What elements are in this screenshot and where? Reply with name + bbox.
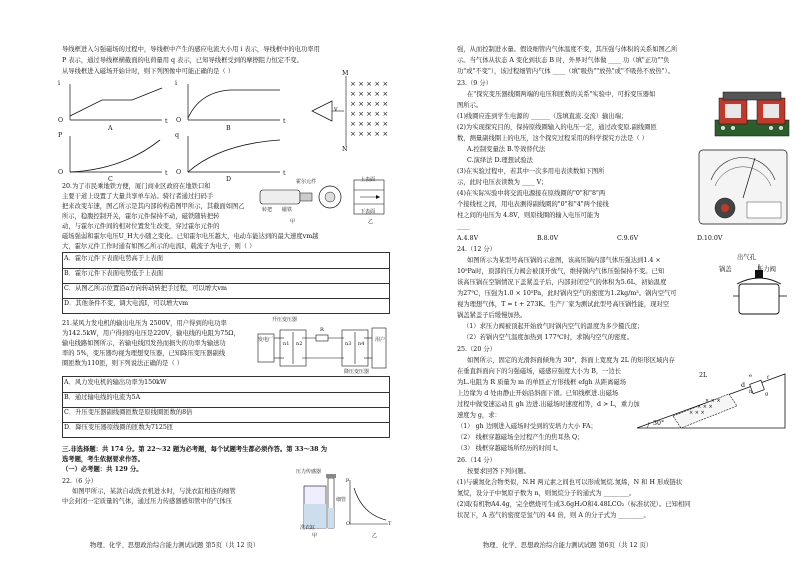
q25-line-5: 上边缘为 d 处由静止开始沿斜面下滑。已知线框进.出磁场 <box>457 390 619 397</box>
svg-text:× × × × ×: × × × × × <box>350 80 389 88</box>
svg-text:× × × × ×: × × × × × <box>350 100 389 108</box>
q23-line-9: (3)在实验过程中，若其中一次多用电表读数如下图所 <box>457 168 605 175</box>
q24-line-7: 锅盖紧盖子后缓慢加热。 <box>457 312 527 319</box>
q23-line-7: A.控制变量法 B.等效替代法 <box>467 146 546 153</box>
hall-fig-label-top: 上表面 <box>360 177 376 183</box>
graph-d <box>180 132 288 178</box>
svg-text:× × × × ×: × × × × × <box>350 110 389 118</box>
q20-line-4: 所示，稳腹控制开关，霍尔元件保持不动，磁铁随转把转 <box>62 213 220 220</box>
washer-label-t: T <box>388 521 392 527</box>
graph-b <box>180 80 288 126</box>
graph-c-xlabel: t <box>165 170 168 177</box>
cooker-label-lid: 锅盖 <box>719 266 732 273</box>
svg-text:× × ×: × × × <box>689 410 705 416</box>
graph-b-ylabel: i <box>175 80 178 87</box>
q24-line-4: 该高压锅在空锅情况下盖紧盖子后，内部封闭空气的体积为5.6L，初始温度 <box>457 279 667 286</box>
svg-text:× × × × ×: × × × × × <box>350 130 389 138</box>
graph-c-ylabel: P <box>58 132 63 139</box>
trans-label-n2: n2 <box>296 341 303 347</box>
graph-d-label: D <box>226 176 232 183</box>
q23-line-6: 数，测量副线圈上的电压，这个探究过程采用的科学探究方法是（ ） <box>457 135 648 142</box>
q23-line-8: C.演绎法 D.理想试验法 <box>467 157 533 164</box>
washer-label-jia: 甲 <box>312 533 318 539</box>
q21-line-2: 为142.5kW，用户得到的电压是220V，输电线的电阻为75Ω， <box>62 330 240 337</box>
washer-label-p: p <box>346 477 350 483</box>
svg-text:× × ×: × × × <box>705 398 721 404</box>
q25-line-9: （2） 线框穿越磁场全过程产生的焦耳热 Q； <box>457 434 584 441</box>
r-top-line-2: 示。当气体从状态 A 变化到状态 B 时，外界对气体做 ____ 功（填"正功""负 <box>457 57 670 64</box>
intro-line-3: 从导线框进入磁场开始计时，则下列图像中可能正确的是（ ） <box>62 68 235 75</box>
washer-label-sensor: 压力传感器 <box>296 469 322 475</box>
q21-line-5: 圈匝数为110匝，则下列说法正确的是（ ） <box>62 360 184 367</box>
section3-line-3: （一）必考题：共 129 分。 <box>62 466 143 473</box>
graph-d-ylabel: q <box>175 132 180 139</box>
q20-option-a[interactable]: A．霍尔元件下表面电势高于上表面 <box>64 255 164 262</box>
intro-line-1: 导线框进入匀强磁场的过程中，导线框中产生的感应电流大小用 i 表示，导线框中的电功率用 <box>62 46 320 53</box>
trans-label-n1: n1 <box>283 341 290 347</box>
q26-line-5: (2)取有机物A4.4g，完全燃烧可生成3.6gH₂O和4.48LCO₂（标准状况）。已知相同 <box>457 501 691 508</box>
q22-line-1: 22.（6 分） <box>62 478 97 485</box>
q23-line-10: 示，此时电压表读数为 ____ V； <box>457 179 548 186</box>
washer-label-tube: 细管 <box>336 497 347 503</box>
q25-line-10: （3） 线框穿越磁场所经历的时间 t。 <box>457 445 562 452</box>
incline-label-f: f <box>767 375 769 381</box>
q20-line-1: 20.为了市民乘地铁方便，厦门商业区政府在地铁口和 <box>62 183 211 190</box>
q23-line-11: (4)在实际实验中将交流电源接在原线圈的"0"和"8"两 <box>457 190 606 197</box>
svg-text:× × × × ×: × × × × × <box>350 120 389 128</box>
q25-line-2: 如图所示，固定的光滑斜面倾角为 30°，斜面上宽度为 2L 的矩形区域内存 <box>467 357 675 364</box>
graph-c-label: C <box>108 176 113 183</box>
q25-line-6: 过程中做变速运动且 gh 边进.出磁场时速度相等，d > L，重力加 <box>457 401 640 408</box>
graph-a-xlabel: t <box>165 118 168 125</box>
field-label-m: M <box>342 70 349 77</box>
graph-b-xlabel: t <box>283 118 286 125</box>
graph-a <box>62 80 170 126</box>
cooker-label-valve: 压力阀 <box>757 266 776 273</box>
incline-label-h: h <box>749 389 753 395</box>
washer-label-tub: 洗衣缸 <box>300 525 316 531</box>
incline-label-2l: 2L <box>699 372 708 379</box>
trans-label-r: R <box>320 327 324 333</box>
q23-option-b[interactable]: B.8.0V <box>537 235 559 242</box>
q23-line-12: 个接线柱之间，用电表测得副线圈的"0"和"4"两个接线 <box>457 201 609 208</box>
q25-line-7: 速度为 g，求： <box>457 412 501 419</box>
trans-label-n3: n3 <box>345 341 352 347</box>
q20-line-6: 磁场强弱和霍尔电压U_H大小随之变化。已知霍尔电压越大，电动车能达到的最大速度vm越 <box>62 233 319 240</box>
q24-line-5: 为27℃，压强为1.0 × 10⁵Pa，此时锅内空气的密度为1.2kg/m³。锅内空气可 <box>457 290 677 297</box>
q24-line-9: （2）若锅内空气温度加热到 177℃时，求锅内空气的密度。 <box>463 334 633 341</box>
left-footer: 物理、化学、思想政治综合能力测试试题 第5页（共 12 页） <box>90 542 260 549</box>
q20-option-d[interactable]: D．其他条件不变，调大电流I，可以增大vm <box>64 300 189 307</box>
trans-label-step-up: 升压变压器 <box>272 317 298 323</box>
section3-line-2: 选考题，考生依据要求作答。 <box>62 456 144 463</box>
q25-line-1: 25.（20 分） <box>457 346 496 353</box>
q26-line-4: 氮烷，设分子中氮原子数为 n，则氮烷分子的通式为 ________。 <box>457 490 636 497</box>
q23-line-5: (2)为实现探究目的，保持原线圈输入的电压一定，通过改变原.副线圈匝 <box>457 124 657 131</box>
q26-line-1: 26.（14 分） <box>457 457 496 464</box>
q23-option-d[interactable]: D.10.0V <box>697 235 723 242</box>
incline-label-angle: 30° <box>653 420 665 427</box>
field-label-n: N <box>342 146 348 153</box>
multimeter-figure <box>697 148 789 226</box>
washer-label-o: O <box>346 521 351 527</box>
washer-label-yi: 乙 <box>372 533 378 539</box>
graph-a-label: A <box>108 125 113 132</box>
q21-line-4: 率的 5%，变压器均视为理想变压器，已知降压变压器副线 <box>62 350 226 357</box>
hall-fig-label-jia: 甲 <box>290 219 296 225</box>
q25-line-8: （1） gh 边刚进入磁场时受到的安培力大小 FA； <box>457 423 597 430</box>
q23-line-1: 23.（9 分） <box>457 80 492 87</box>
q21-line-3: 输电线路如图所示，若输电线因发热而损失的功率为输送功 <box>62 340 226 347</box>
hall-fig-label-grip: 转把 <box>262 207 273 213</box>
q23-line-13: 柱之间的电压为 4.8V，则原线圈的输入电压可能为 <box>457 212 600 219</box>
magnetic-field-figure <box>306 72 389 150</box>
graph-b-label: B <box>226 125 231 132</box>
q21-option-b[interactable]: B．通过输电线的电流为5A <box>64 394 141 401</box>
q26-line-6: 状况下，A 蒸气的密度是氢气的 44 倍，则 A 的分子式为 ________。 <box>457 512 650 519</box>
graph-d-origin: O <box>176 169 182 176</box>
field-label-v: v <box>334 106 338 113</box>
trans-label-n4: n4 <box>358 341 365 347</box>
q23-option-a[interactable]: A.4.8V <box>457 235 479 242</box>
q26-line-2: 按要求回答下列问题。 <box>467 468 530 475</box>
graph-b-origin: O <box>176 117 182 124</box>
incline-label-g: g <box>765 391 769 397</box>
hall-fig-label-magnet: 磁铁 <box>282 207 293 213</box>
q26-line-3: (1)与碳氮化合物类似，N.H 两元素之间也可以形成氮烷.氮烯，N 和 H 形成链状 <box>457 479 683 486</box>
incline-label-d: d <box>741 382 746 389</box>
trans-label-plant: 发电厂 <box>258 337 274 343</box>
q21-option-d[interactable]: D．降压变压器原线圈的匝数为7125匝 <box>64 424 174 431</box>
q24-line-6: 视为理想气体，T = t + 273K。生产厂家为测试此型号高压锅性能，现对空 <box>457 301 670 308</box>
trans-label-user: 用户 <box>375 337 386 343</box>
q24-line-3: 10⁵Pa时，顶部的压力阀会被顶开放气，维持锅内气体压强保持不变。已知 <box>457 268 665 275</box>
q25-line-3: 在垂直斜面向下的匀强磁场，磁感应强度大小为 B，一边长 <box>457 368 622 375</box>
r-top-line-3: 功"或"不变"），该过程细管内气体 ____（填"吸热""放热"或"不吸热不放热"）。 <box>457 68 674 75</box>
q24-line-8: （1）求压力阀被顶起开始放气时锅内空气的温度为多少摄氏度； <box>463 323 644 330</box>
q20-line-5: 动，与霍尔元件间的相对位置发生改变，穿过霍尔元件的 <box>62 223 220 230</box>
q20-line-3: 把来改变车速，图乙所示是其内部的构造图甲所示，其截面如图乙 <box>62 203 245 210</box>
hall-fig-label-bottom: 下表面 <box>360 209 376 215</box>
incline-label-e: e <box>749 373 752 379</box>
q24-line-1: 24.（12 分） <box>457 246 496 253</box>
q20-option-c[interactable]: C．从图乙所示位置沿a方向转动转把手过程，可以增大vm <box>64 285 227 292</box>
q23-line-3: 图所示。 <box>457 102 483 109</box>
q21-line-1: 21.某风力发电机的输出电压为 2500V，用户得到的电功率 <box>62 320 227 327</box>
q21-option-a[interactable]: A．风力发电机的输出功率为150kW <box>64 379 167 386</box>
trans-label-step-down: 降压变压器 <box>344 369 370 375</box>
q23-line-14: ____ <box>457 223 470 230</box>
graph-a-origin: O <box>58 117 64 124</box>
q23-option-c[interactable]: C.9.6V <box>617 235 639 242</box>
graph-d-xlabel: t <box>283 170 286 177</box>
q23-line-2: 在"探究变压器线圈两端的电压和匝数的关系"实验中，可拆变压器如 <box>467 91 656 98</box>
section3-line-1: 三.非选择题：共 174 分。第 22～32 题为必考题，每个试题考生都必须作答。第 33～38 为 <box>62 446 328 453</box>
svg-text:× × × × ×: × × × × × <box>350 90 389 98</box>
r-top-line-1: 强，从而控制进水量。假设细管内气体温度不变，其压强与体积的关系如图乙所 <box>457 46 678 53</box>
graph-c <box>62 132 170 178</box>
q24-line-2: 如图所示为某型号高压锅的示意图，该高压锅内部气体压强达到1.4 × <box>467 257 661 264</box>
transmission-line-figure <box>254 316 390 374</box>
q22-line-2: 如图甲所示，某款自动洗衣机进水时，与洗衣缸相连的细管 <box>72 488 236 495</box>
right-footer: 物理、化学、思想政治综合能力测试试题 第6页（共 12 页） <box>483 542 653 549</box>
graph-c-origin: O <box>58 169 64 176</box>
hall-fig-label-element: 霍尔元件 <box>296 179 317 185</box>
svg-text:× × ×: × × × <box>697 404 713 410</box>
q21-option-c[interactable]: C．升压变压器副线圈匝数是原线圈匝数的8倍 <box>64 409 193 416</box>
cooker-label-vent: 出气孔 <box>737 254 756 261</box>
q25-line-4: 为L.电阻为 R 质量为 m 的单匝正方形线框 efgh 从距离磁场 <box>457 379 626 386</box>
q22-line-3: 中会封闭一定质量的气体，通过压力传感器感知管中的气体压 <box>62 498 233 505</box>
q23-line-4: (1)线圈应连到学生电源的 ______（选填直流.交流）输出端； <box>457 113 628 120</box>
transformer-photo <box>713 90 791 138</box>
q20-line-2: 主要干道上设置了大量共享单车站。骑行者通过扫码手 <box>62 193 214 200</box>
q20-line-7: 大，霍尔元件工作时通有如图乙所示的电流I，载流子为电子，则（ ） <box>62 243 256 250</box>
intro-line-2: P 表示，通过导线框横截面的电荷量用 q 表示，已知导线框受到的摩擦阻力恒定不变。 <box>62 57 303 64</box>
graph-a-ylabel: i <box>58 80 61 87</box>
right-page <box>397 0 794 561</box>
hall-fig-label-yi: 乙 <box>368 219 374 225</box>
q20-option-b[interactable]: B．霍尔元件下表面电势低于上表面 <box>64 270 164 277</box>
